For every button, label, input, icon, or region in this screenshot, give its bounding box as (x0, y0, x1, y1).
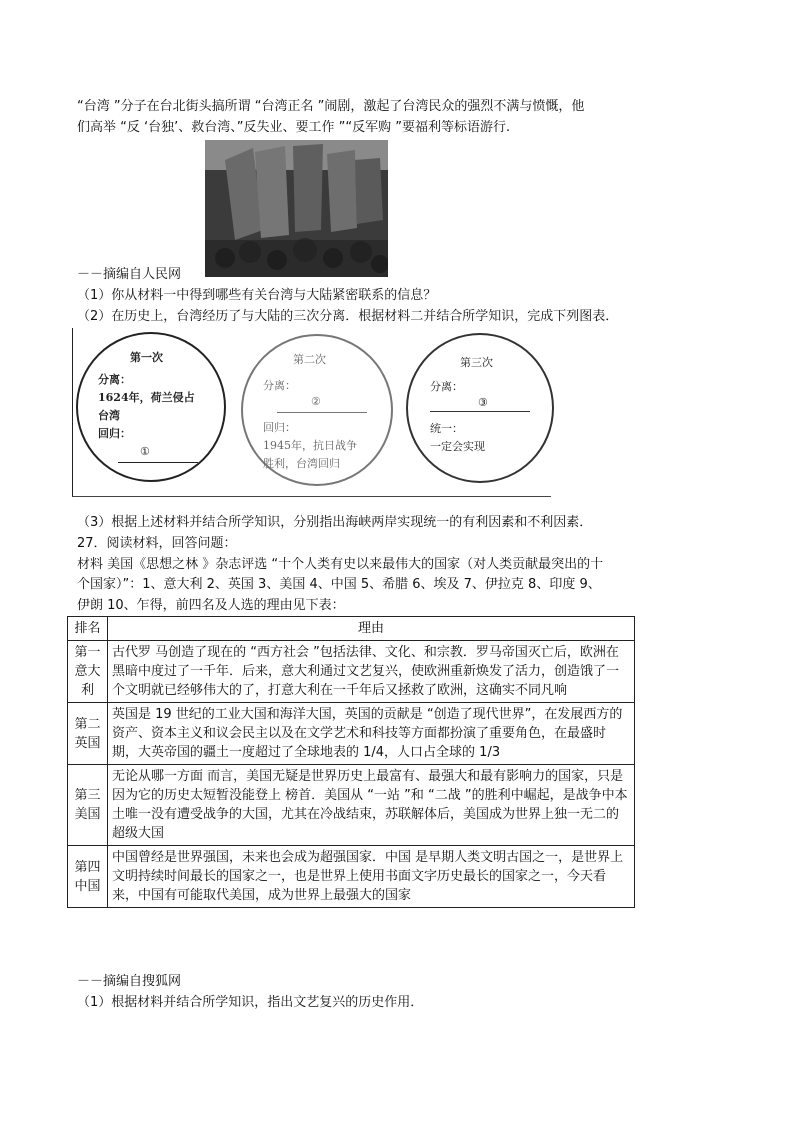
table-header-row (68, 617, 635, 641)
reason-cell: 古代罗 马创造了现在的 “西方社会 ”包括法律、文化、和宗教．罗马帝国灭亡后，欧洲在黑暗中度过了一千年．后来，意大利通过文艺复兴，使欧洲重新焕发了活力，创造饿了一个文明就已经够伟大的了，打意大利在一千年后又拯救了欧洲，这确实不同凡响 (108, 641, 635, 703)
question-final: （1）根据材料并结合所学知识，指出文艺复兴的历史作用． (77, 995, 424, 1010)
separation-diagram (72, 328, 551, 497)
circle-second-return-label: 回归： (263, 421, 296, 434)
circle-second-blank-line (277, 412, 367, 413)
rank-cell: 第二英国 (68, 703, 108, 765)
circle-first-separation-label: 分离： (98, 373, 131, 386)
circle-third-unify-text: 一定会实现 (430, 440, 485, 453)
circle-first-blank-line (118, 462, 198, 463)
circle-first-return-label: 回归： (98, 427, 131, 440)
question-2: （2）在历史上，台湾经历了与大陆的三次分离．根据材料二并结合所学知识，完成下列图表． (77, 309, 619, 324)
circle-second (241, 334, 393, 486)
table-row (68, 846, 635, 908)
circle-third-unify-label: 统一： (430, 422, 463, 435)
circle-second-separation-label: 分离： (263, 379, 296, 392)
intro-line-2: 们高举 “反 ‘台独’、救台湾、”反失业、要工作 ”“反军购 ”要福利等标语游行. (77, 120, 511, 135)
header-reason: 理由 (108, 617, 635, 641)
material-line-3: 伊朗 10、乍得，前四名及人选的理由见下表： (77, 598, 345, 613)
ranking-table (67, 616, 635, 908)
rank-cell: 第三美国 (68, 765, 108, 846)
protest-photo-image (205, 140, 388, 277)
reason-cell: 中国曾经是世界强国，未来也会成为超强国家．中国 是早期人类文明古国之一，是世界上文明持续时间最长的国家之一，也是世界上使用书面文字历史最长的国家之一，今天看来，中国有可能取代美国，成为世界上最强大的国家 (108, 846, 635, 908)
circle-first (76, 332, 226, 482)
intro-line-1: “台湾 ”分子在台北街头搞所谓 “台湾正名 ”闹剧，激起了台湾民众的强烈不满与愤慨，他 (77, 99, 585, 114)
question-1: （1）你从材料一中得到哪些有关台湾与大陆紧密联系的信息？ (77, 288, 437, 303)
circle-third-blank: ③ (478, 396, 488, 409)
source-people-net: －－摘编自人民网 (77, 267, 182, 282)
reason-cell: 无论从哪一方面 而言，美国无疑是世界历史上最富有、最强大和最有影响力的国家，只是因为它的历史太短暂没能登上 榜首．美国从 “一站 ”和 “二战 ”的胜利中崛起，是战争中本土唯一没有遭受战争的大国，尤其在冷战结束，苏联解体后，美国成为世界上独一无二的超级大国 (108, 765, 635, 846)
question-3: （3）根据上述材料并结合所学知识，分别指出海峡两岸实现统一的有利因素和不利因素． (77, 515, 593, 530)
source-sohu: －－摘编自搜狐网 (77, 974, 182, 989)
circle-first-taiwan: 台湾 (98, 409, 120, 422)
protest-photo (205, 140, 388, 277)
circle-second-return-text-2: 胜利，台湾回归 (263, 457, 340, 470)
table-row (68, 765, 635, 846)
circle-first-title: 第一次 (130, 351, 163, 364)
circle-third-blank-line (430, 411, 530, 412)
circle-first-blank: ① (140, 445, 150, 458)
rank-cell: 第一意大利 (68, 641, 108, 703)
table-row (68, 641, 635, 703)
circle-second-return-text-1: 1945年，抗日战争 (263, 439, 357, 452)
question-27-heading: 27．阅读材料，回答问题： (77, 536, 237, 551)
circle-second-blank: ② (311, 395, 321, 408)
material-line-2: 个国家）”：1、意大利 2、英国 3、美国 4、中国 5、希腊 6、埃及 7、伊拉克 8、印度 9、 (77, 577, 601, 592)
circle-third-separation-label: 分离： (430, 380, 463, 393)
rank-cell: 第四中国 (68, 846, 108, 908)
table-row (68, 703, 635, 765)
material-line-1: 材料 美国《思想之林 》杂志评选 “十个人类有史以来最伟大的国家（对人类贡献最突出的十 (77, 557, 604, 572)
header-rank: 排名 (68, 617, 108, 641)
circle-third (406, 333, 554, 483)
reason-cell: 英国是 19 世纪的工业大国和海洋大国，英国的贡献是 “创造了现代世界”，在发展西方的资产、资本主义和议会民主以及在文学艺术和科技等方面都扮演了重要角色，在最盛时期，大英帝国的疆土一度超过了全球地表的 1/4，人口占全球的 1/3 (108, 703, 635, 765)
circle-third-title: 第三次 (460, 356, 493, 369)
circle-second-title: 第二次 (293, 353, 326, 366)
circle-first-separation-text: 1624年，荷兰侵占 (98, 391, 195, 404)
